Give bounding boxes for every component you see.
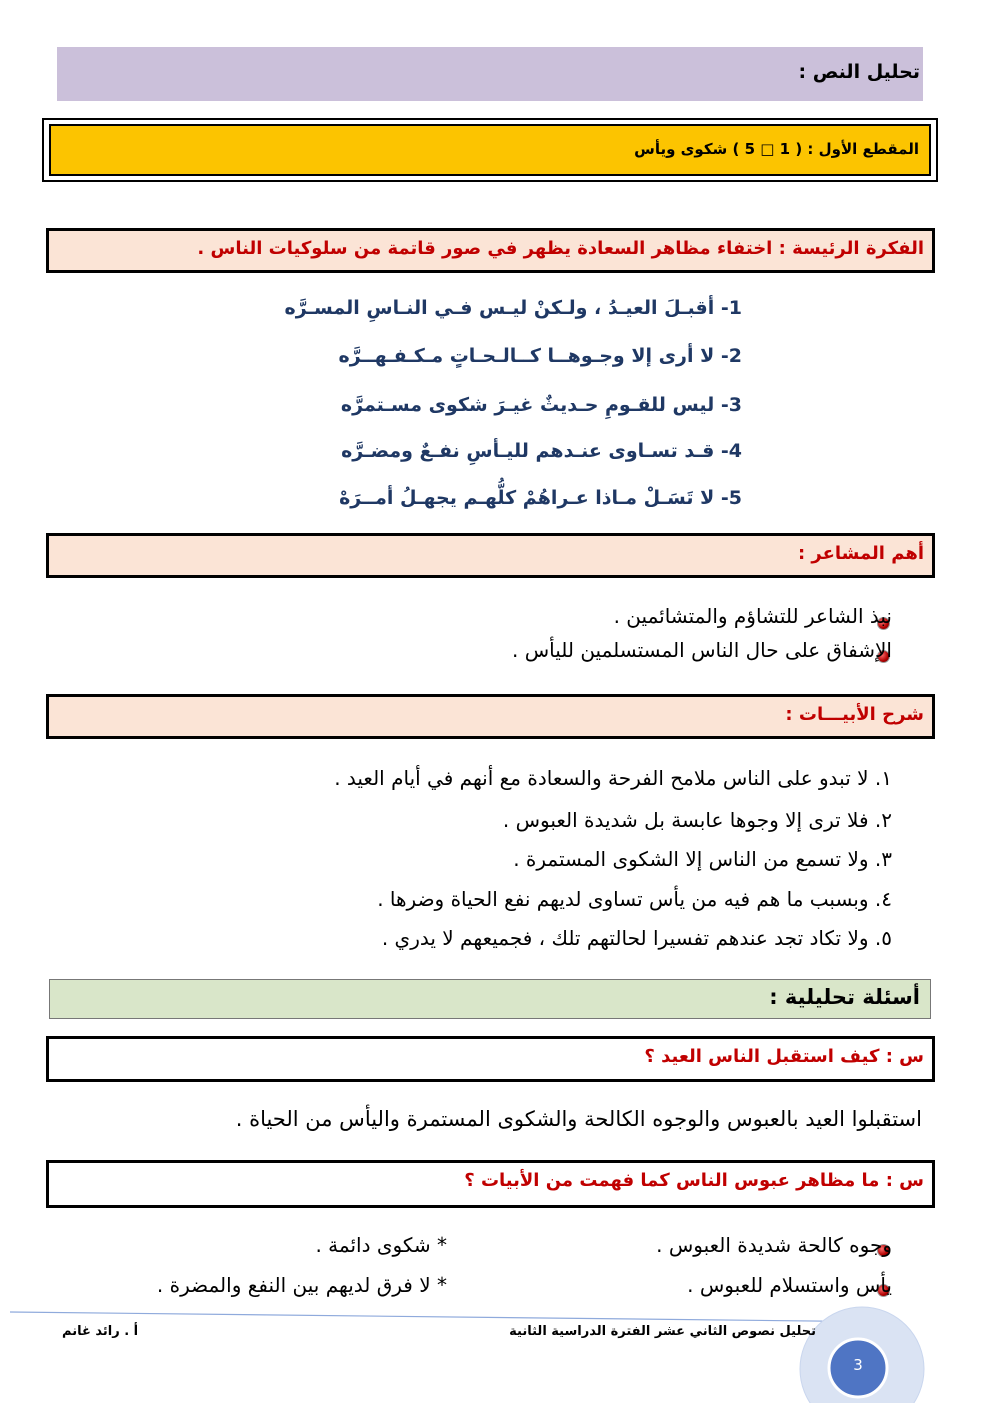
question-text: س : كيف استقبل الناس العيد ؟	[644, 1046, 924, 1067]
verse-line: 1- أقبـلَ العيـدُ ، ولـكنْ ليـس فـي النـاسِ المسـرَّه	[284, 297, 742, 319]
feelings-heading: أهم المشاعر :	[797, 543, 924, 564]
page-title: تحليل النص :	[798, 61, 920, 83]
explanation-item: ٢. فلا ترى إلا وجوها عابسة بل شديدة العبوس .	[502, 808, 892, 832]
section-label: المقطع الأول : ( 1 □ 5 ) شكوى ويأس	[634, 140, 919, 158]
question-box	[46, 1036, 935, 1082]
answer-item-extra: * شكوى دائمة .	[315, 1233, 447, 1257]
answer-item: وجوه كالحة شديدة العبوس .	[656, 1233, 892, 1257]
explanation-item: ٥. ولا تكاد تجد عندهم تفسيرا لحالتهم تلك ، فجميعهم لا يدري .	[381, 926, 892, 950]
explanation-item: ٤. وبسبب ما هم فيه من يأس تساوى لديهم نفع الحياة وضرها .	[377, 887, 892, 911]
feeling-item: الإشفاق على حال الناس المستسلمين لليأس .	[512, 638, 892, 662]
question-box	[46, 1160, 935, 1208]
footer-rule	[10, 1312, 900, 1322]
footer-course: تحليل نصوص الثاني عشر الفترة الدراسية الثانية	[509, 1324, 816, 1339]
section-band	[49, 124, 931, 176]
feelings-box	[46, 533, 935, 578]
page-title-band	[57, 47, 923, 101]
explanation-heading: شرح الأبيـــات :	[785, 704, 924, 725]
questions-heading: أسئلة تحليلية :	[769, 985, 920, 1009]
answer-item: يأس واستسلام للعبوس .	[687, 1273, 892, 1297]
footer-decoration	[0, 1300, 992, 1403]
main-idea-text: الفكرة الرئيسة : اختفاء مظاهر السعادة يظهر في صور قاتمة من سلوكيات الناس .	[197, 238, 924, 259]
footer-author: أ . رائد غانم	[62, 1324, 139, 1339]
explanation-item: ١. لا تبدو على الناس ملامح الفرحة والسعادة مع أنهم في أيام العيد .	[334, 766, 892, 790]
explanation-item: ٣. ولا تسمع من الناس إلا الشكوى المستمرة .	[513, 847, 892, 871]
verse-line: 3- ليس للقـومِ حـديثٌ غيـرَ شكوى مسـتمرَّه	[340, 394, 742, 416]
verse-line: 4- قـد تسـاوى عنـدهم لليـأسِ نفـعٌ ومضـرَّه	[341, 440, 742, 462]
question-text: س : ما مظاهر عبوس الناس كما فهمت من الأبيات ؟	[464, 1170, 924, 1191]
answer-item-extra: * لا فرق لديهم بين النفع والمضرة .	[156, 1273, 447, 1297]
main-idea-box	[46, 228, 935, 273]
explanation-box	[46, 694, 935, 739]
verse-line: 2- لا أرى إلا وجـوهــا كــالـحـاتٍ مـكـفـهــرَّه	[338, 345, 742, 367]
page-number: 3	[853, 1356, 863, 1374]
feeling-item: نبذ الشاعر للتشاؤم والمتشائمين .	[613, 604, 892, 628]
answer-text: استقبلوا العيد بالعبوس والوجوه الكالحة والشكوى المستمرة واليأس من الحياة .	[235, 1107, 922, 1131]
questions-band	[49, 979, 931, 1019]
verse-line: 5- لا تَسَـلْ مـاذا عـراهُمْ كلُّهـم يجهـلُ أمــرَهْ	[339, 487, 742, 509]
